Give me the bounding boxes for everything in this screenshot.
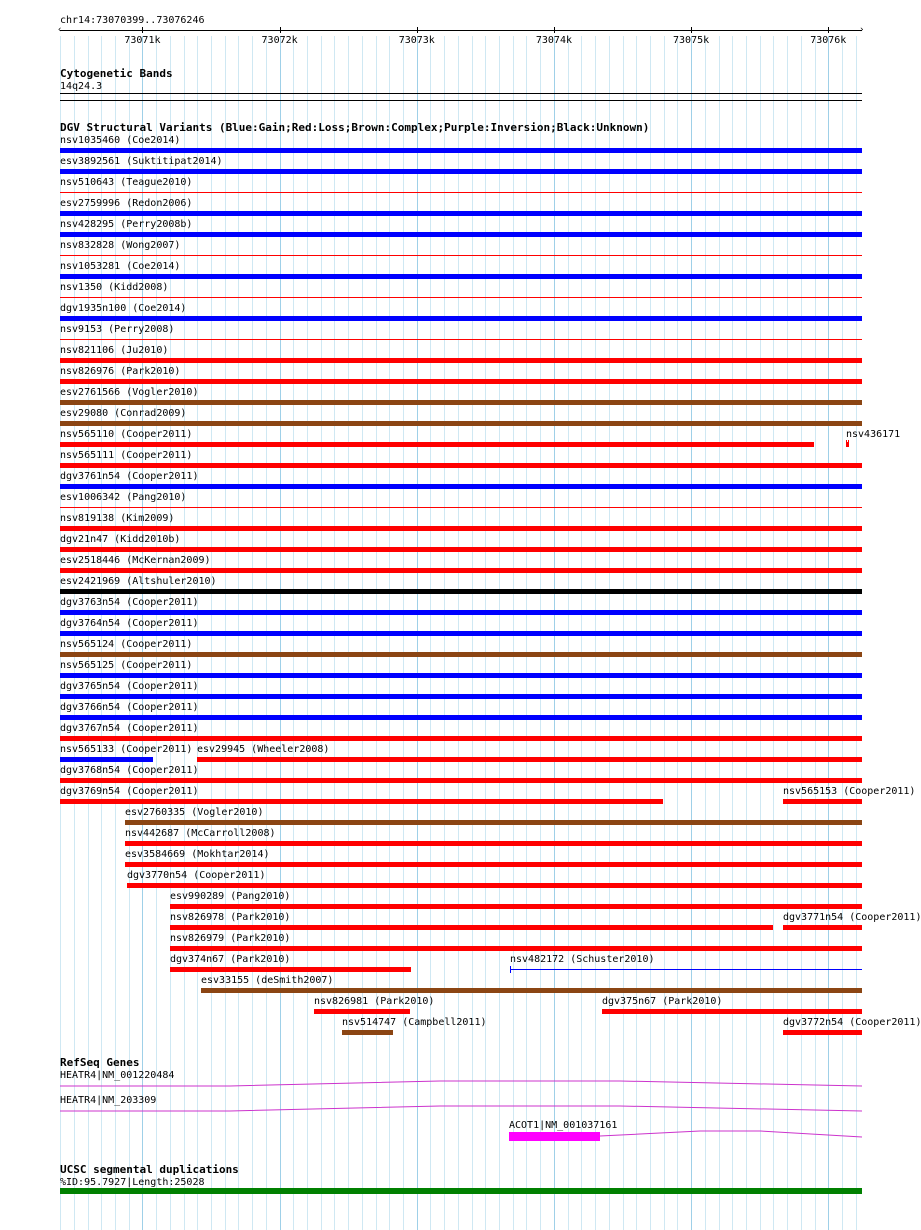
dgv-feature-label[interactable]: dgv375n67 (Park2010) [602,996,723,1007]
segdup-title: UCSC segmental duplications [60,1163,239,1176]
dgv-feature-label[interactable]: dgv3766n54 (Cooper2011) [60,702,199,713]
gene-model-heatr4-2[interactable] [60,1106,862,1111]
dgv-feature-label[interactable]: esv2760335 (Vogler2010) [125,807,264,818]
dgv-feature-label[interactable]: nsv1350 (Kidd2008) [60,282,169,293]
dgv-feature-label[interactable]: nsv514747 (Campbell2011) [342,1017,487,1028]
dgv-feature-label[interactable]: esv29945 (Wheeler2008) [197,744,330,755]
scroll-right-arrow-icon[interactable]: › [859,25,865,35]
dgv-feature-label[interactable]: dgv3761n54 (Cooper2011) [60,471,199,482]
dgv-feature-label[interactable]: nsv565153 (Cooper2011) [783,786,916,797]
dgv-feature-label[interactable]: dgv3765n54 (Cooper2011) [60,681,199,692]
dgv-feature-label[interactable]: nsv510643 (Teague2010) [60,177,193,188]
dgv-feature-label[interactable]: dgv3769n54 (Cooper2011) [60,786,199,797]
dgv-feature-label[interactable]: dgv3768n54 (Cooper2011) [60,765,199,776]
locus-label: chr14:73070399..73076246 [60,15,205,26]
dgv-feature-label[interactable]: esv33155 (deSmith2007) [201,975,334,986]
ruler-tick-label: 73071k [124,35,161,46]
dgv-feature-label[interactable]: nsv821106 (Ju2010) [60,345,169,356]
dgv-feature-label[interactable]: dgv3764n54 (Cooper2011) [60,618,199,629]
scroll-left-arrow-icon[interactable]: ‹ [57,25,63,35]
dgv-feature-label[interactable]: nsv1053281 (Coe2014) [60,261,181,272]
dgv-feature-label[interactable]: dgv1935n100 (Coe2014) [60,303,187,314]
dgv-feature-label[interactable]: nsv826978 (Park2010) [170,912,291,923]
dgv-feature-label[interactable]: nsv565133 (Cooper2011) [60,744,193,755]
cytoband-label: 14q24.3 [60,81,103,92]
dgv-feature-label[interactable]: esv3892561 (Suktitipat2014) [60,156,223,167]
cytoband-title: Cytogenetic Bands [60,67,173,80]
dgv-feature-label[interactable]: nsv565124 (Cooper2011) [60,639,193,650]
gene-model-heatr4-1[interactable] [60,1081,862,1086]
ruler-tick-label: 73073k [398,35,435,46]
dgv-feature-label[interactable]: esv1006342 (Pang2010) [60,492,187,503]
dgv-feature-label[interactable]: esv2761566 (Vogler2010) [60,387,199,398]
gene-model-acot1-exon[interactable] [509,1132,600,1141]
dgv-feature-label[interactable]: dgv3767n54 (Cooper2011) [60,723,199,734]
dgv-feature-label[interactable]: nsv826981 (Park2010) [314,996,435,1007]
dgv-feature-label[interactable]: nsv442687 (McCarroll2008) [125,828,276,839]
dgv-feature-label[interactable]: nsv482172 (Schuster2010) [510,954,655,965]
dgv-feature-label[interactable]: esv2518446 (McKernan2009) [60,555,211,566]
ruler-tick-label: 73076k [810,35,847,46]
dgv-feature-label[interactable]: nsv436171 [846,429,901,440]
dgv-feature-label[interactable]: esv2421969 (Altshuler2010) [60,576,217,587]
dgv-feature-label[interactable]: nsv832828 (Wong2007) [60,240,181,251]
dgv-feature-label[interactable]: dgv3770n54 (Cooper2011) [127,870,266,881]
gene-label[interactable]: HEATR4|NM_203309 [60,1095,157,1106]
dgv-feature-label[interactable]: esv3584669 (Mokhtar2014) [125,849,270,860]
dgv-feature-label[interactable]: nsv1035460 (Coe2014) [60,135,181,146]
gene-label[interactable]: ACOT1|NM_001037161 [509,1120,618,1131]
dgv-feature-label[interactable]: nsv565110 (Cooper2011) [60,429,193,440]
dgv-feature-label[interactable]: nsv565125 (Cooper2011) [60,660,193,671]
dgv-feature-label[interactable]: nsv565111 (Cooper2011) [60,450,193,461]
segdup-label: %ID:95.7927|Length:25028 [60,1177,205,1188]
dgv-feature-label[interactable]: nsv819138 (Kim2009) [60,513,175,524]
ruler-tick-label: 73075k [673,35,710,46]
dgv-title: DGV Structural Variants (Blue:Gain;Red:Loss;Brown:Complex;Purple:Inversion;Black:Unknown) [60,121,650,134]
dgv-feature-label[interactable]: dgv3763n54 (Cooper2011) [60,597,199,608]
ruler-tick-label: 73074k [535,35,572,46]
dgv-feature-label[interactable]: esv990289 (Pang2010) [170,891,291,902]
dgv-feature-label[interactable]: nsv9153 (Perry2008) [60,324,175,335]
dgv-feature-label[interactable]: dgv3771n54 (Cooper2011) [783,912,921,923]
ruler-tick-label: 73072k [261,35,298,46]
dgv-feature-label[interactable]: dgv3772n54 (Cooper2011) [783,1017,921,1028]
refseq-title: RefSeq Genes [60,1056,140,1069]
dgv-feature-label[interactable]: esv2759996 (Redon2006) [60,198,193,209]
gene-model-acot1-intron[interactable] [600,1131,862,1137]
dgv-feature-label[interactable]: nsv428295 (Perry2008b) [60,219,193,230]
dgv-feature-label[interactable]: nsv826979 (Park2010) [170,933,291,944]
segdup-bar[interactable] [60,1188,862,1194]
dgv-feature-label[interactable]: dgv21n47 (Kidd2010b) [60,534,181,545]
gene-label[interactable]: HEATR4|NM_001220484 [60,1070,175,1081]
dgv-feature-label[interactable]: nsv826976 (Park2010) [60,366,181,377]
dgv-feature-label[interactable]: esv29080 (Conrad2009) [60,408,187,419]
dgv-feature-label[interactable]: dgv374n67 (Park2010) [170,954,291,965]
